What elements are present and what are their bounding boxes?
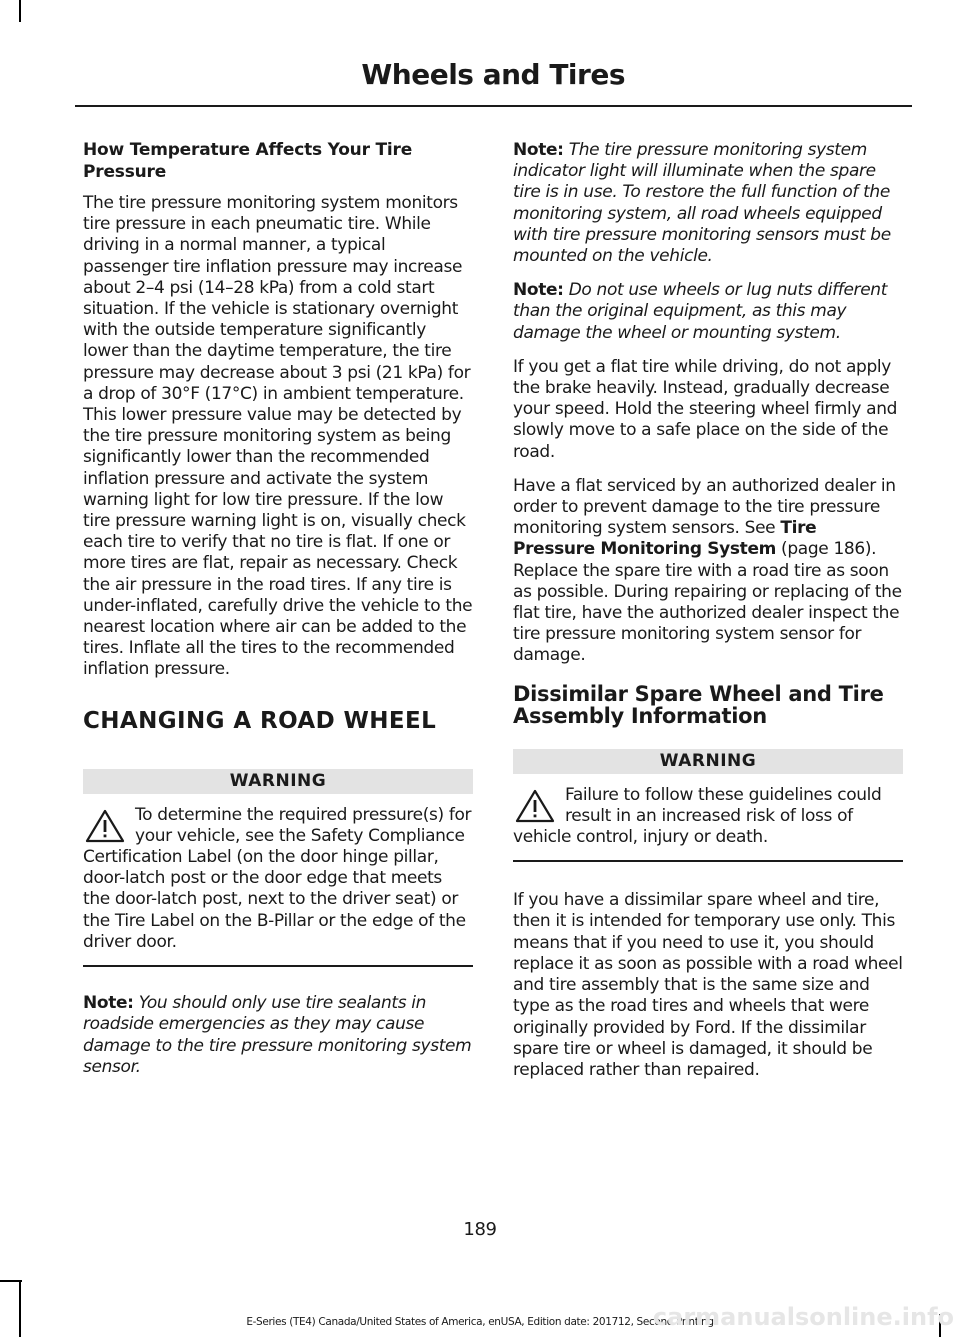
warning-text: To determine the required pressure(s) for your vehicle, see the Safety Compliance Certification Label (on the door hinge pillar, door-latch post or the door edge that meets the door-latch post, next to the driver seat) or the Tire Label on the B-Pillar or the edge of the driver door.	[83, 804, 472, 952]
note-label: Note:	[513, 140, 564, 160]
watermark: carmanualsonline.info	[652, 1303, 954, 1331]
crop-mark-bottom-left-h	[0, 1280, 22, 1282]
dissimilar-spare-heading: Dissimilar Spare Wheel and Tire Assembly Information	[513, 681, 884, 728]
left-column	[83, 140, 473, 1091]
note-label: Note:	[513, 280, 564, 301]
service-text-before: Have a flat serviced by an authorized dealer in order to prevent damage to the tire pressure monitoring system sensors. See	[513, 475, 896, 539]
warning-box	[513, 749, 903, 863]
warning-triangle-icon	[85, 809, 125, 843]
warning-body	[513, 785, 903, 863]
flat-tire-paragraph: If you get a flat tire while driving, do not apply the brake heavily. Instead, gradually decrease your speed. Hold the steering wheel firmly and slowly move to a safe place on the side of the road.	[513, 356, 898, 462]
crop-mark-top-left	[19, 0, 21, 22]
note-text: Do not use wheels or lug nuts different than the original equipment, as this may damage the wheel or mounting system.	[513, 280, 888, 343]
header-divider	[75, 105, 912, 107]
tpms-cross-reference-link[interactable]: Tire Pressure Monitoring System	[513, 518, 817, 560]
note-text: You should only use tire sealants in roadside emergencies as they may cause damage to the tire pressure monitoring system sensor.	[83, 993, 472, 1077]
warning-triangle-icon	[515, 789, 555, 823]
section-heading: CHANGING A ROAD WHEEL	[83, 707, 437, 734]
warning-body	[83, 805, 473, 967]
warning-label: WARNING	[83, 769, 473, 794]
page-number: 189	[463, 1219, 497, 1240]
temperature-heading: How Temperature Affects Your Tire Pressure	[83, 140, 413, 182]
note-text: The tire pressure monitoring system indicator light will illuminate when the spare tire is in use. To restore the full function of the monitoring system, all road wheels equipped with tire pressure monitoring sensors must be mounted on the vehicle.	[513, 140, 891, 267]
note-sealants	[83, 993, 473, 1078]
warning-label: WARNING	[513, 749, 903, 774]
right-column	[513, 140, 903, 1094]
dissimilar-spare-paragraph: If you have a dissimilar spare wheel and tire, then it is intended for temporary use only. This means that if you need to use it, you should replace it as soon as possible with a road wheel and tire assembly that is the same size and type as the road tires and wheels that were originally provided by Ford. If the dissimilar spare tire or wheel is damaged, it should be replaced rather than repaired.	[513, 890, 903, 1080]
note-indicator-light	[513, 140, 903, 267]
page-title: Wheels and Tires	[361, 58, 625, 91]
warning-box	[83, 769, 473, 967]
warning-text: Failure to follow these guidelines could result in an increased risk of loss of vehicle control, injury or death.	[513, 784, 882, 848]
service-text-after: (page 186). Replace the spare tire with a road tire as soon as possible. During repairing or replacing of the flat tire, have the authorized dealer inspect the tire pressure monitoring system sensor for damage.	[513, 539, 902, 666]
footer-edition-info: E-Series (TE4) Canada/United States of America, enUSA, Edition date: 201712, Second Printing	[246, 1316, 714, 1328]
temperature-paragraph: The tire pressure monitoring system monitors tire pressure in each pneumatic tire. While driving in a normal manner, a typical passenger tire inflation pressure may increase about 2–4 psi (14–28 kPa) from a cold start situation. If the vehicle is stationary overnight with the outside temperature significantly lower than the daytime temperature, the tire pressure may decrease about 3 psi (21 kPa) for a drop of 30°F (17°C) in ambient temperature. This lower pressure value may be detected by the tire pressure monitoring system as being significantly lower than the recommended inflation pressure and activate the system warning light for low tire pressure. If the low tire pressure warning light is on, visually check each tire to verify that no tire is flat. If one or more tires are flat, repair as necessary. Check the air pressure in the road tires. If any tire is under-inflated, carefully drive the vehicle to the nearest location where air can be added to the tires. Inflate all the tires to the recommended inflation pressure.	[83, 193, 473, 680]
service-paragraph	[513, 476, 903, 667]
note-label: Note:	[83, 993, 134, 1014]
note-lug-nuts	[513, 280, 903, 344]
